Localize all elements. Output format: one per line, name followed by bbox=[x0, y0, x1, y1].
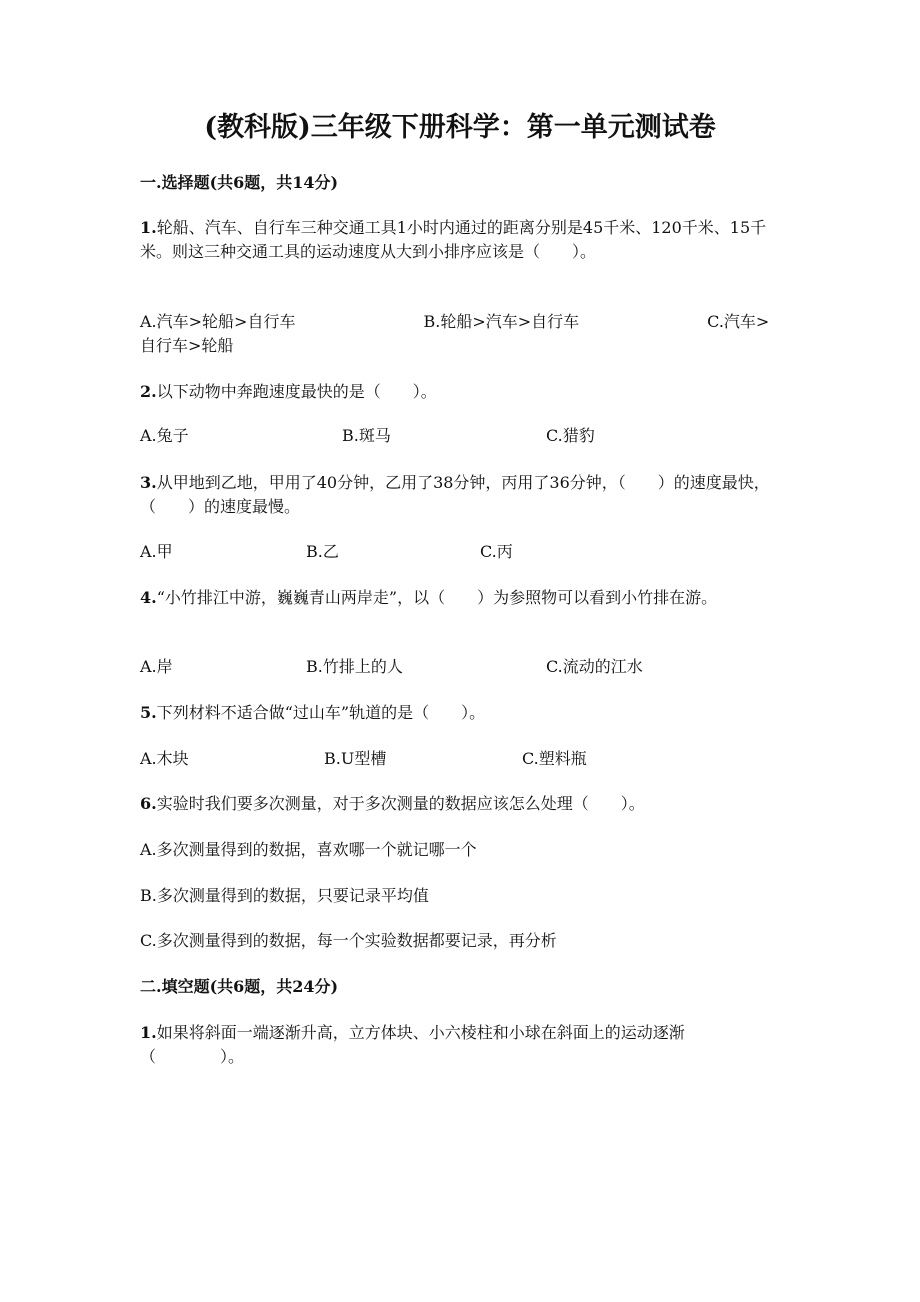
option-a: A.甲 bbox=[140, 542, 173, 561]
question-text: 如果将斜面一端逐渐升高，立方体块、小六棱柱和小球在斜面上的运动逐渐（ ）。 bbox=[140, 1023, 685, 1066]
option-a: A.木块 bbox=[140, 749, 189, 768]
question-2 bbox=[140, 380, 780, 404]
option-b: B.轮船>汽车>自行车 bbox=[423, 312, 580, 331]
option-b: B.乙 bbox=[306, 542, 339, 561]
question-number: 6. bbox=[140, 794, 157, 813]
question-text: 轮船、汽车、自行车三种交通工具1小时内通过的距离分别是45千米、120千米、15千米。则这三种交通工具的运动速度从大到小排序应该是（ ）。 bbox=[140, 218, 767, 261]
option-b: B.竹排上的人 bbox=[306, 657, 403, 676]
question-text: “小竹排江中游，巍巍青山两岸走”，以（ ）为参照物可以看到小竹排在游。 bbox=[156, 588, 718, 607]
question-number: 5. bbox=[140, 703, 157, 722]
question-3-options bbox=[140, 540, 780, 564]
question-number: 1. bbox=[140, 1023, 157, 1042]
option-a: A.汽车>轮船>自行车 bbox=[140, 312, 296, 331]
question-text: 实验时我们要多次测量，对于多次测量的数据应该怎么处理（ ）。 bbox=[156, 794, 645, 813]
question-1-options bbox=[140, 310, 780, 358]
option-c: C.多次测量得到的数据，每一个实验数据都要记录，再分析 bbox=[140, 931, 557, 950]
question-1 bbox=[140, 216, 780, 264]
question-text: 下列材料不适合做“过山车”轨道的是（ ）。 bbox=[156, 703, 486, 722]
question-6 bbox=[140, 792, 780, 816]
section-heading-choice: 一.选择题(共6题，共14分) bbox=[140, 173, 339, 192]
option-c: C.流动的江水 bbox=[546, 657, 643, 676]
page-title: (教科版)三年级下册科学：第一单元测试卷 bbox=[204, 112, 716, 143]
option-a: A.多次测量得到的数据，喜欢哪一个就记哪一个 bbox=[140, 840, 477, 859]
option-a: A.兔子 bbox=[140, 426, 189, 445]
option-b: B.多次测量得到的数据，只要记录平均值 bbox=[140, 886, 429, 905]
question-5 bbox=[140, 701, 780, 725]
question-text: 以下动物中奔跑速度最快的是（ ）。 bbox=[156, 382, 437, 401]
question-4-options bbox=[140, 655, 780, 679]
section-heading-fill: 二.填空题(共6题，共24分) bbox=[140, 977, 339, 996]
question-text: 从甲地到乙地，甲用了40分钟，乙用了38分钟，丙用了36分钟，（ ）的速度最快，（ ）的速度最慢。 bbox=[140, 473, 770, 516]
option-c: C.汽车>自行车>轮船 bbox=[140, 312, 770, 355]
option-a: A.岸 bbox=[140, 657, 173, 676]
option-c: C.猎豹 bbox=[546, 426, 595, 445]
question-number: 3. bbox=[140, 473, 157, 492]
question-5-options bbox=[140, 747, 780, 771]
question-4 bbox=[140, 586, 780, 610]
question-number: 4. bbox=[140, 588, 157, 607]
question-3 bbox=[140, 471, 780, 519]
option-c: C.塑料瓶 bbox=[522, 749, 587, 768]
fill-question-1 bbox=[140, 1021, 780, 1069]
option-b: B.斑马 bbox=[342, 426, 391, 445]
question-number: 1. bbox=[140, 218, 157, 237]
option-b: B.U型槽 bbox=[324, 749, 387, 768]
question-number: 2. bbox=[140, 382, 157, 401]
question-2-options bbox=[140, 424, 780, 448]
option-c: C.丙 bbox=[480, 542, 513, 561]
